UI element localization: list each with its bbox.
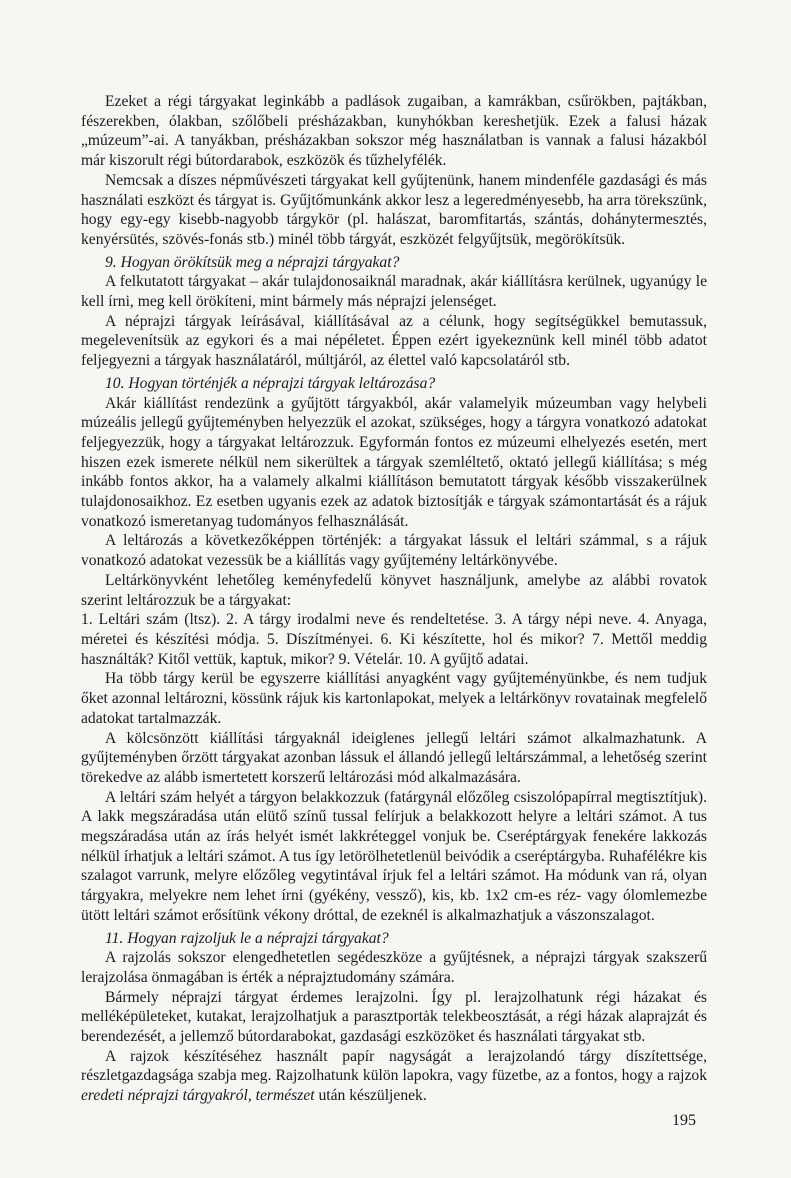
text-run: A rajzok készítéséhez használt papír nagyságát a lerajzolandó tárgy díszítettsége, részletgazdagsága szabja meg. Rajzolhatunk külön lapokra, vagy füzetbe, az a fontos, hogy a rajzok	[81, 1047, 707, 1085]
body-paragraph	[81, 1047, 707, 1106]
body-paragraph: A felkutatott tárgyakat – akár tulajdonosaiknál maradnak, akár kiállításra kerülnek, ugyanúgy le kell írni, meg kell örökíteni, mint bármely más néprajzi jelenséget.	[81, 273, 707, 311]
page-body	[81, 92, 707, 1106]
inventory-columns-list: 1. Leltári szám (ltsz). 2. A tárgy irodalmi neve és rendeltetése. 3. A tárgy népi neve. 4. Anyaga, méretei és készítési módja. 5. Díszítményei. 6. Ki készítette, hol és mikor? 7. Mettől meddig használták? Kitől vettük, kaptuk, mikor? 9. Vételár. 10. A gyűjtő adatai.	[81, 611, 707, 668]
section-heading: 11. Hogyan rajzoljuk le a néprajzi tárgyakat?	[105, 929, 389, 947]
body-paragraph: Ezeket a régi tárgyakat leginkább a padlások zugaiban, a kamrákban, csűrökben, pajtákban, fészerekben, ólakban, szőlőbeli présházakban, kunyhókban kereshetjük. Ezek a falusi házak „múzeum”-ai. A tanyákban, présházakban sokszor még használatban is vannak a falusi házakból már kiszorult régi bútordarabok, eszközök és tűzhelyfélék.	[81, 93, 707, 170]
section-heading: 10. Hogyan történjék a néprajzi tárgyak leltározása?	[105, 374, 436, 392]
body-paragraph: Bármely néprajzi tárgyat érdemes lerajzolni. Így pl. lerajzolhatunk régi házakat és melléképületeket, kutakat, lerajzolhatjuk a parasztportȧk telekbeosztását, a régi házak alaprajzát és berendezését, a jellemző bútordarabokat, gazdasági eszközöket és használati tárgyakat stb.	[81, 988, 707, 1046]
body-paragraph: A kölcsönzött kiállítási tárgyaknál ideiglenes jellegű leltári számot alkalmazhatunk. A gyűjteményben őrzött tárgyakat azonban lássuk el állandó jellegű leltárszámmal, a lehetőség szerint törekedve az alább ismertetett korszerű leltározási mód alkalmazására.	[81, 729, 707, 786]
italic-run: eredeti néprajzi tárgyakról, természet	[81, 1087, 315, 1105]
body-paragraph: Nemcsak a díszes népművészeti tárgyakat kell gyűjtenünk, hanem mindenféle gazdasági és más használati eszközt és tárgyat is. Gyűjtőmunkánk akkor lesz a legeredményesebb, ha arra törekszünk, hogy egy-egy kisebb-nagyobb tárgykör (pl. halászat, baromfitartás, szántás, dohánytermesztés, kenyérsütés, szövés-fonás stb.) minél több tárgyát, eszközét felgyűjtsük, megörökítsük.	[81, 171, 707, 248]
body-paragraph: A rajzolás sokszor elengedhetetlen segédeszköze a gyűjtésnek, a néprajzi tárgyak szakszerű lerajzolása önmagában is érték a néprajztudomány számára.	[81, 949, 707, 986]
body-paragraph: A leltározás a következőképpen történjék: a tárgyakat lássuk el leltári számmal, s a rájuk vonatkozó adatokat vezessük be a kiállítás vagy gyűjtemény leltárkönyvébe.	[81, 532, 707, 570]
body-paragraph: Leltárkönyvként lehetőleg keményfedelű könyvet használjunk, amelybe az alábbi rovatok szerint leltározzuk be a tárgyakat:	[81, 571, 707, 609]
body-paragraph: Ha több tárgy kerül be egyszerre kiállítási anyagként vagy gyűjteményünkbe, és nem tudjuk őket azonnal leltározni, kössünk rájuk kis kartonlapokat, melyek a leltárkönyv rovatainak megfelelő adatokat tartalmazzák.	[81, 670, 707, 727]
body-paragraph: Akár kiállítást rendezünk a gyűjtött tárgyakból, akár valamelyik múzeumban vagy helybeli múzeális jellegű gyűjteményben helyezzük el azokat, szükséges, hogy a tárgyra vonatkozó adatokat feljegyezzük, hogy a tárgyakat leltározzuk. Egyformán fontos ez múzeumi elhelyezés esetén, mert hiszen ezek ismerete nélkül nem sikerültek a tárgyak szemléltető, oktató jellegű kiállítása; s még inkább fontos akkor, ha a valamely alkalmi kiállításon bemutatott tárgyak később visszakerülnek tulajdonosaikhoz. Ez esetben ugyanis ezek az adatok biztosítják e tárgyak számontartását és a rájuk vonatkozó ismeretanyag tudományos felhasználását.	[81, 394, 707, 530]
page-number: 195	[672, 1112, 696, 1129]
body-paragraph: A leltári szám helyét a tárgyon belakkozzuk (fatárgynál előzőleg csiszolópapírral megtisztítjuk). A lakk megszáradása után elütő színű tussal felírjuk a belakkozott helyre a leltári számot. A tus megszáradása után az írás helyét ismét lakkréteggel vonjuk be. Cseréptárgyak fenekére lakkozás nélkül írhatjuk a leltári számot. A tus így letörölhetetlenül beivódik a cseréptárgyba. Ruhafélékre kis szalagot varrunk, melyre előzőleg vegytintával írjuk fel a leltári számot. Ha módunk van rá, olyan tárgyakra, melyekre nem lehet írni (gyékény, vessző), kis, kb. 1x2 cm-es réz- vagy ólomlemezbe ütött leltári számot erősítünk vékony dróttal, de ezeknél is alkalmazhatjuk a vászonszalagot.	[81, 788, 707, 924]
text-run: után készüljenek.	[314, 1087, 427, 1105]
body-paragraph: A néprajzi tárgyak leírásával, kiállításával az a célunk, hogy segítségükkel bemutassuk, megelevenítsük az egykori és a mai népéletet. Éppen ezért igyekeznünk kell minél több adatot feljegyezni a tárgyak használatáról, múltjáról, az élettel való kapcsolatáról stb.	[81, 312, 707, 370]
section-heading: 9. Hogyan örökítsük meg a néprajzi tárgyakat?	[105, 253, 400, 271]
